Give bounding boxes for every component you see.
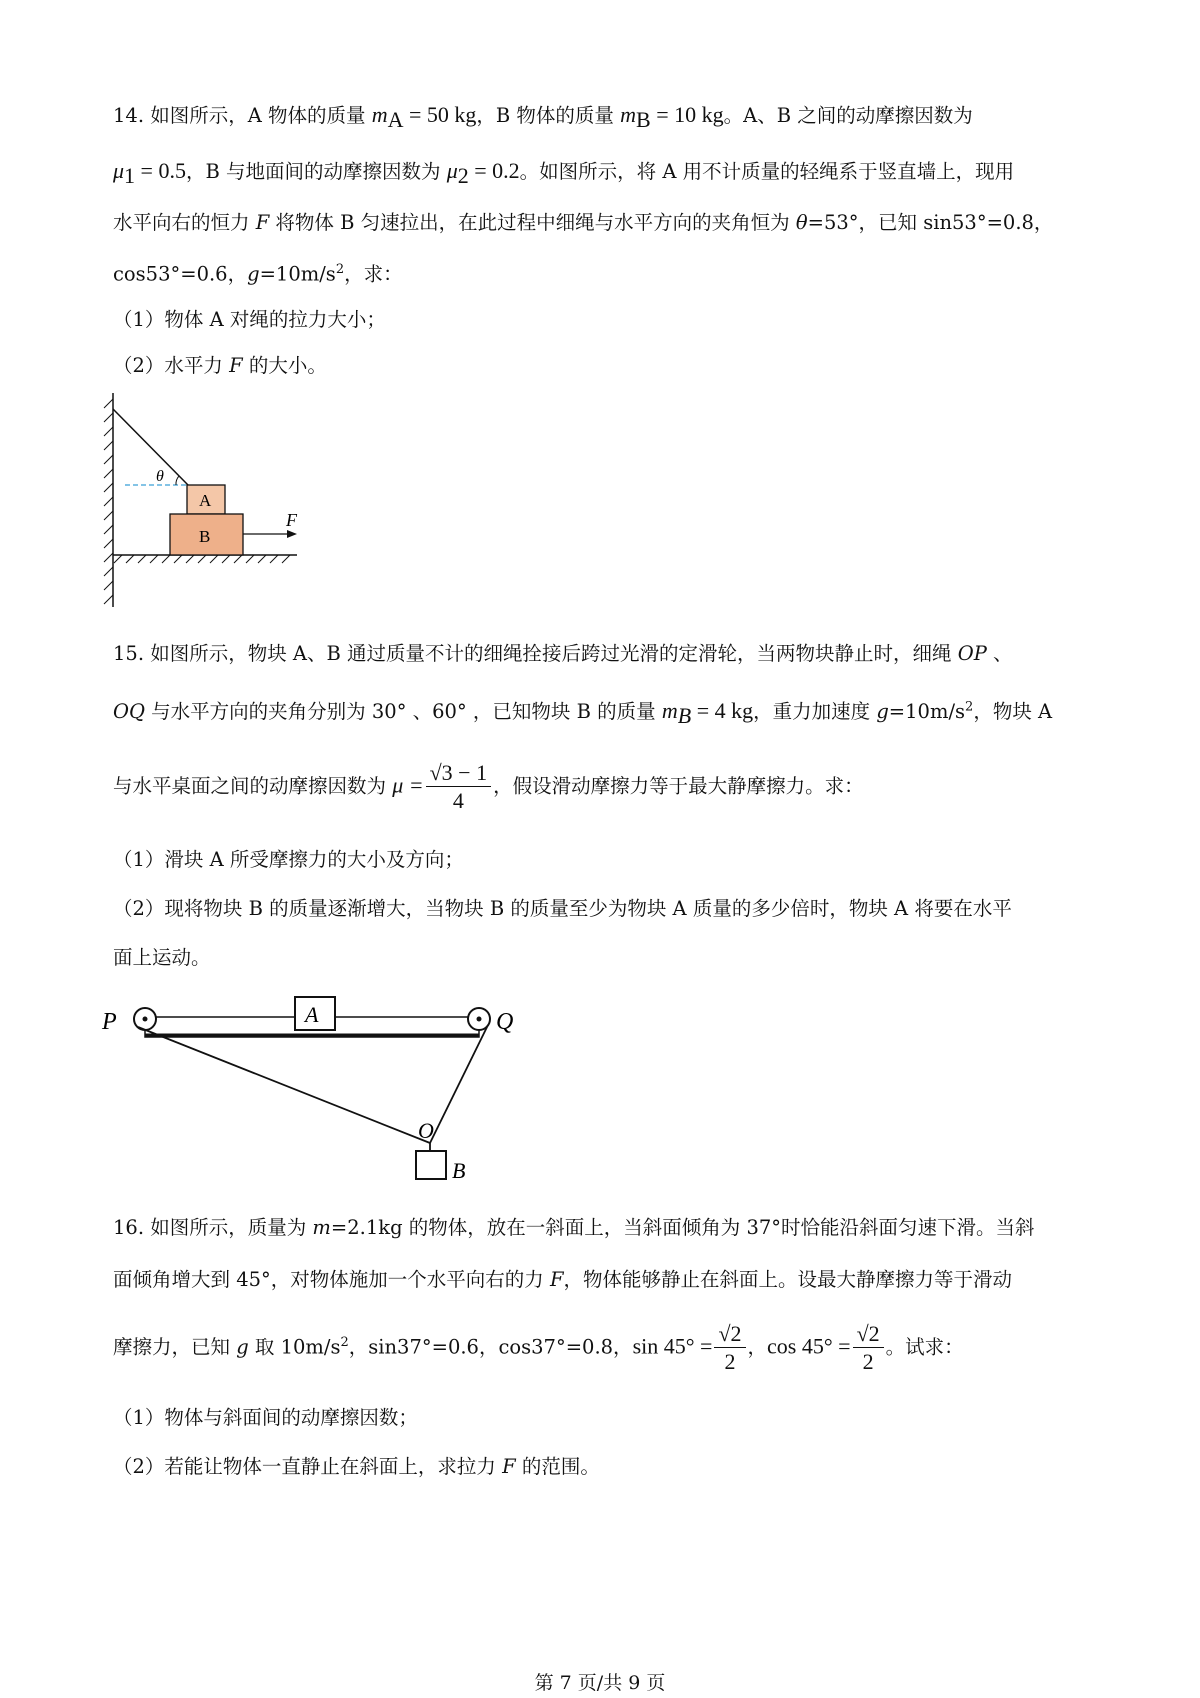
q14-figure — [100, 385, 330, 620]
page-footer: 第 7 页/共 9 页 — [534, 1672, 666, 1694]
q15-sub-2b: 面上运动。 — [113, 946, 211, 969]
label-A: A — [305, 1002, 319, 1027]
q16-line-2: 面倾角增大到 45°，对物体施加一个水平向右的力 F，物体能够静止在斜面上。设最大静摩擦力等于滑动 — [113, 1268, 1013, 1291]
q15-sub-2a: （2）现将物块 B 的质量逐渐增大，当物块 B 的质量至少为物块 A 质量的多少倍时，物块 A 将要在水平 — [113, 897, 1012, 920]
label-P: P — [102, 1009, 117, 1035]
sin45-fraction: $\frac{√2}{2}$ — [714, 1323, 745, 1373]
rope — [113, 409, 188, 485]
label-theta: θ — [156, 468, 164, 485]
q14-line-2: $\mu_1 = 0.5$，B 与地面间的动摩擦因数为 $\mu_2 = 0.2$。如图所示，将 A 用不计质量的轻绳系于竖直墙上，现用 — [113, 158, 1015, 188]
force-arrow-head — [287, 530, 297, 538]
ground — [113, 555, 297, 563]
label-B: B — [452, 1158, 466, 1183]
pulley-Q-axle — [477, 1017, 482, 1022]
rope-OP — [138, 1027, 430, 1143]
q15-line-3: 与水平桌面之间的动摩擦因数为 μ = $\frac{√3 - 1}{4}$ ，假设滑动摩擦力等于最大静摩擦力。求： — [113, 760, 864, 813]
q16-sub-2: （2）若能让物体一直静止在斜面上，求拉力 F 的范围。 — [113, 1455, 600, 1478]
q14-line-3: 水平向右的恒力 F 将物体 B 匀速拉出，在此过程中细绳与水平方向的夹角恒为 θ=53°，已知 sin53°=0.8， — [113, 211, 1054, 234]
cos45-fraction: $\frac{√2}{2}$ — [853, 1323, 884, 1373]
q14-line-4: cos53°=0.6，$g=10m/s^2$，求： — [113, 262, 403, 286]
q14-line-1: 14. 如图所示，A 物体的质量 $m_A = 50$ kg，B 物体的质量 $m_B = 10$ kg。A、B 之间的动摩擦因数为 — [113, 102, 973, 132]
label-Q: Q — [496, 1009, 514, 1035]
rope-OQ — [430, 1025, 488, 1143]
q15-line-2: OQ 与水平方向的夹角分别为 30° 、60° ，已知物块 B 的质量 $m_B = 4$ kg，重力加速度 $g=10m/s^2$，物块 A — [113, 698, 1053, 728]
label-B: B — [199, 527, 211, 546]
q15-line-1: 15. 如图所示，物块 A、B 通过质量不计的细绳拴接后跨过光滑的定滑轮，当两物块静止时，细绳 OP 、 — [113, 642, 1013, 665]
label-O: O — [418, 1118, 434, 1143]
q15-figure — [100, 995, 540, 1190]
q14-sub-1: （1）物体 A 对绳的拉力大小； — [113, 308, 386, 331]
q16-line-3: 摩擦力，已知 g 取 $10m/s^2$，sin37°=0.6，cos37°=0.8，sin 45° = $\frac{√2}{2}$ ，cos 45° = $\frac{√2}{2}$ 。试求： — [113, 1321, 964, 1374]
wall — [104, 393, 113, 607]
label-F: F — [286, 510, 297, 530]
angle-arc — [176, 476, 179, 485]
q16-sub-1: （1）物体与斜面间的动摩擦因数； — [113, 1406, 418, 1429]
block-B — [416, 1151, 446, 1179]
q14-sub-2: （2）水平力 F 的大小。 — [113, 354, 327, 377]
q15-sub-1: （1）滑块 A 所受摩擦力的大小及方向； — [113, 848, 464, 871]
pulley-P-axle — [143, 1017, 148, 1022]
label-A: A — [199, 491, 212, 510]
mu-fraction: $\frac{√3 - 1}{4}$ — [426, 762, 491, 812]
q16-line-1: 16. 如图所示，质量为 m=2.1kg 的物体，放在一斜面上，当斜面倾角为 37°时恰能沿斜面匀速下滑。当斜 — [113, 1216, 1035, 1239]
